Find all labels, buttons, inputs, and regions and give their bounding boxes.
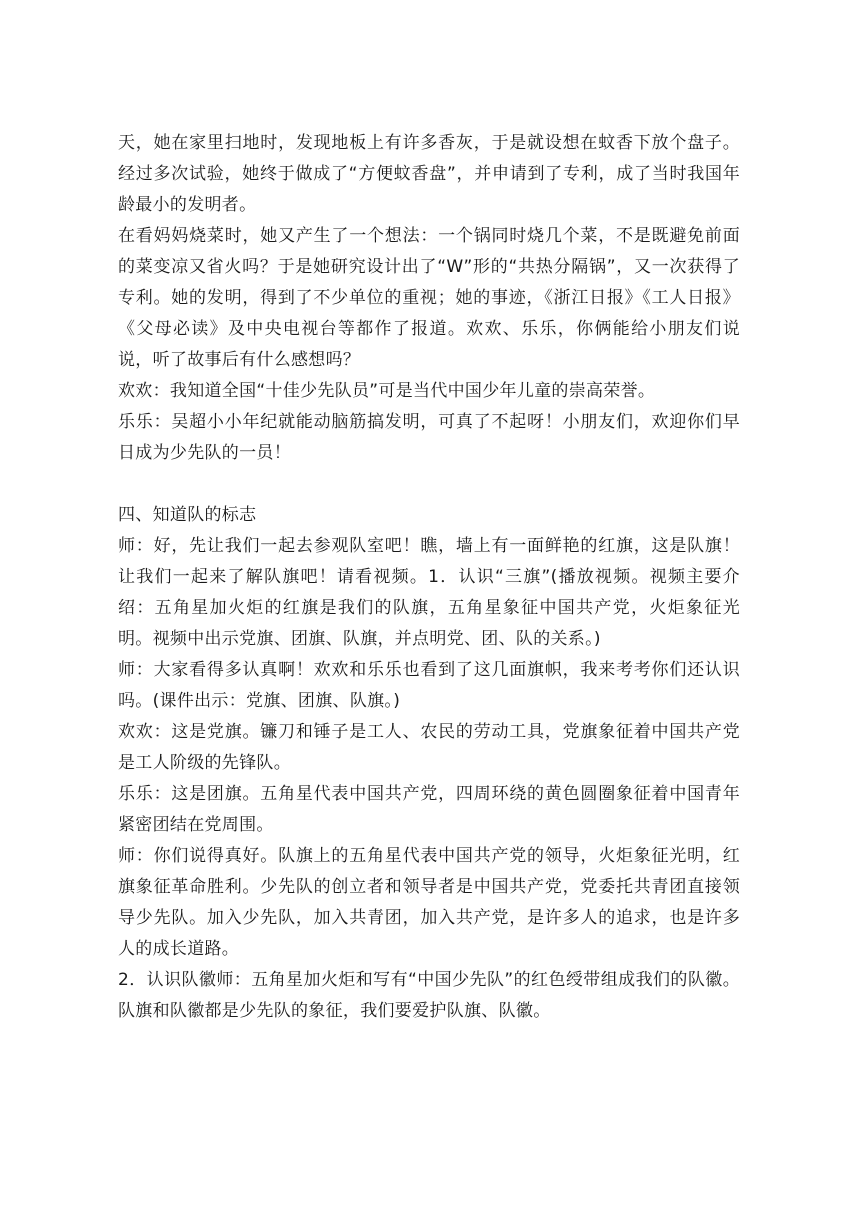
paragraph-invention-story: 天，她在家里扫地时，发现地板上有许多香灰，于是就设想在蚊香下放个盘子。经过多次试验，她终于做成了“方便蚊香盘”，并申请到了专利，成了当时我国年龄最小的发明者。 bbox=[118, 133, 740, 215]
paragraph-lele-thoughts: 乐乐：吴超小小年纪就能动脑筋搞发明，可真了不起呀！小朋友们，欢迎你们早日成为少先队的一员！ bbox=[118, 412, 740, 463]
paragraph-teacher-quiz: 师：大家看得多认真啊！欢欢和乐乐也看到了这几面旗帜，我来考考你们还认识吗。(课件出示：党旗、团旗、队旗。) bbox=[118, 660, 740, 711]
document-page bbox=[118, 128, 740, 1027]
paragraph-teacher-summary: 师：你们说得真好。队旗上的五角星代表中国共产党的领导，火炬象征光明，红旗象征革命胜利。少先队的创立者和领导者是中国共产党，党委托共青团直接领导少先队。加入少先队，加入共青团，加入共产党，是许多人的追求，也是许多人的成长道路。 bbox=[118, 846, 740, 959]
paragraph-huanhuan-thoughts: 欢欢：我知道全国“十佳少先队员”可是当代中国少年儿童的崇高荣誉。 bbox=[118, 381, 656, 401]
paragraph-pot-invention: 在看妈妈烧菜时，她又产生了一个想法：一个锅同时烧几个菜，不是既避免前面的菜变凉又省火吗？于是她研究设计出了“W”形的“共热分隔锅”，又一次获得了专利。她的发明，得到了不少单位的重视；她的事迹，《浙江日报》《工人日报》《父母必读》及中央电视台等都作了报道。欢欢、乐乐，你俩能给小朋友们说说，听了故事后有什么感想吗？ bbox=[118, 226, 740, 370]
paragraph-badge: 2．认识队徽师：五角星加火炬和写有“中国少先队”的红色绶带组成我们的队徽。队旗和队徽都是少先队的象征，我们要爱护队旗、队徽。 bbox=[118, 970, 740, 1021]
paragraph-spacer bbox=[118, 469, 740, 500]
paragraph-party-flag: 欢欢：这是党旗。镰刀和锤子是工人、农民的劳动工具，党旗象征着中国共产党是工人阶级的先锋队。 bbox=[118, 722, 740, 773]
paragraph-teacher-flag-intro: 师：好，先让我们一起去参观队室吧！瞧，墙上有一面鲜艳的红旗，这是队旗！让我们一起来了解队旗吧！请看视频。1．认识“三旗”(播放视频。视频主要介绍：五角星加火炬的红旗是我们的队旗，五角星象征中国共产党，火炬象征光明。视频中出示党旗、团旗、队旗，并点明党、团、队的关系。) bbox=[118, 536, 740, 649]
paragraph-league-flag: 乐乐：这是团旗。五角星代表中国共产党，四周环绕的黄色圆圈象征着中国青年紧密团结在党周围。 bbox=[118, 784, 740, 835]
section-heading: 四、知道队的标志 bbox=[118, 505, 257, 525]
